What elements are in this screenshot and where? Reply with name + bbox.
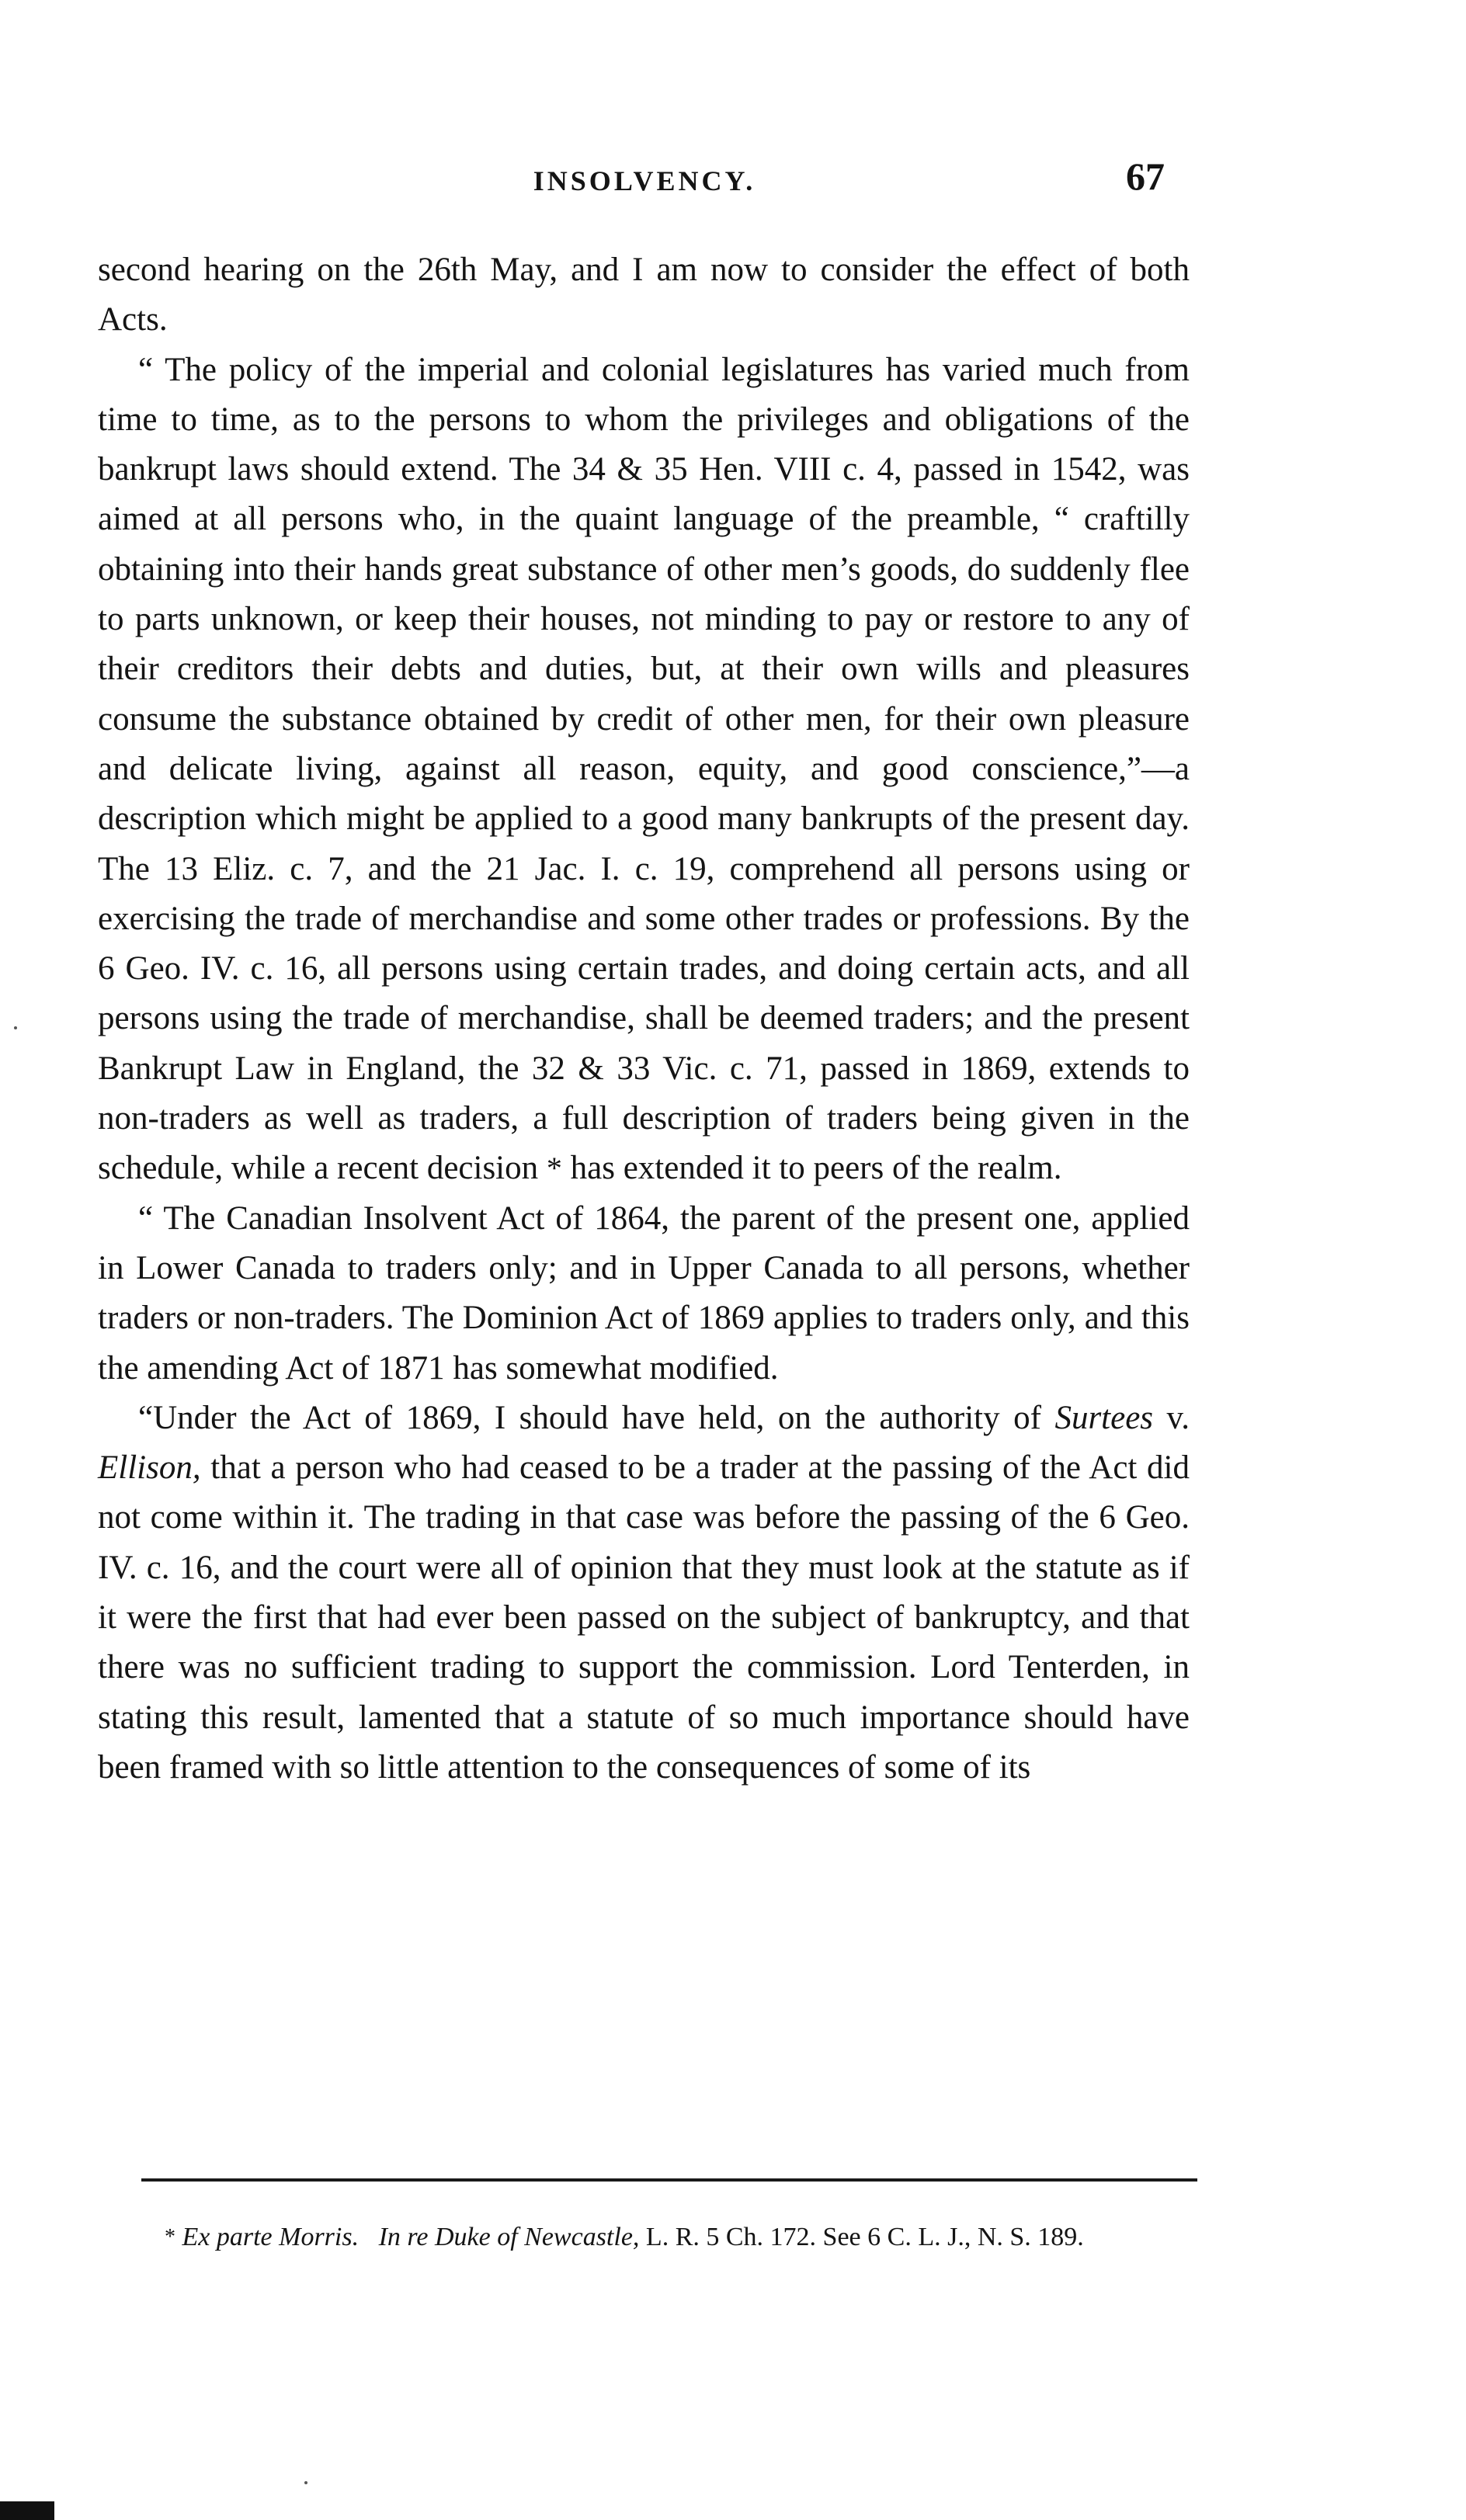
footnote-reference: * xyxy=(546,1151,562,1186)
scan-edge-mark xyxy=(0,2501,54,2520)
paragraph-policy-text: “ The policy of the imperial and colonial legislatures has varied much from time to time, as to the persons to whom the privileges and obligations of the bankrupt laws should extend. The 34 & 35 Hen. VIII c. 4, passed in 1542, was aimed at all persons who, in the quaint language of the preamble, “ craftilly obtaining into their hands great substance of other men’s goods, do suddenly flee to parts unknown, or keep their houses, not minding to pay or restore to any of their creditors their debts and duties, but, at their own wills and pleasures consume the substance obtained by credit of other men, for their own pleasure and delicate living, against all reason, equity, and good conscience,”—a description which might be applied to a good many bankrupts of the present day. The 13 Eliz. c. 7, and the 21 Jac. I. c. 19, comprehend all persons using or exercising the trade of merchandise and some other trades or professions. By the 6 Geo. IV. c. 16, all persons using certain trades, and doing certain acts, and all persons using the trade of merchandise, shall be deemed traders; and the present Bankrupt Law in England, the 32 & 33 Vic. c. 71, passed in 1869, extends to non-traders as well as traders, a full description of traders being given in the schedule, while a recent decision xyxy=(98,351,1190,1187)
margin-speck xyxy=(304,2481,307,2484)
paragraph-policy-end: has extended it to peers of the realm. xyxy=(570,1150,1062,1187)
footnote-case-newcastle: In re Duke of Newcastle, xyxy=(378,2223,640,2251)
footnote-case-morris: Ex parte Morris. xyxy=(182,2223,360,2251)
paragraph-continuation: second hearing on the 26th May, and I am now to consider the effect of both Acts. xyxy=(98,252,1190,338)
paragraph-policy xyxy=(98,345,1190,1194)
paragraph-act-1869-start: “Under the Act of 1869, I should have held, on the authority of xyxy=(138,1399,1041,1436)
running-head: INSOLVENCY. xyxy=(533,165,756,196)
case-name-surtees: Surtees xyxy=(1054,1399,1154,1436)
footnote-mark: * xyxy=(165,2225,175,2249)
body-text xyxy=(98,245,1190,1793)
case-versus: v. xyxy=(1166,1399,1190,1436)
paragraph-act-1869 xyxy=(98,1394,1190,1793)
paragraph-act-1869-rest: that a person who had ceased to be a trader at the passing of the Act did not come within it. The trading in that case was before the passing of the 6 Geo. IV. c. 16, and the court were all of opinion that they must look at the statute as if it were the first that had ever been passed on the subject of bankruptcy, and that there was no sufficient trading to support the commission. Lord Tenterden, in stating this result, lamented that a statute of so much importance should have been framed with so little attention to the consequences of some of its xyxy=(98,1449,1190,1786)
paragraph-canadian-act: “ The Canadian Insolvent Act of 1864, the parent of the present one, applied in Lower Canada to traders only; and in Upper Canada to all persons, whether traders or non-traders. The Dominion Act of 1869 applies to traders only, and this the amending Act of 1871 has somewhat modified. xyxy=(98,1199,1190,1387)
case-name-ellison: Ellison, xyxy=(98,1449,201,1487)
footnote-text xyxy=(123,2217,1202,2258)
footnote xyxy=(123,2217,1202,2258)
page-number: 67 xyxy=(1126,154,1165,198)
margin-speck xyxy=(14,1026,17,1029)
footnote-citation: L. R. 5 Ch. 172. See 6 C. L. J., N. S. 189. xyxy=(645,2223,1084,2251)
footnote-rule xyxy=(141,2178,1197,2182)
